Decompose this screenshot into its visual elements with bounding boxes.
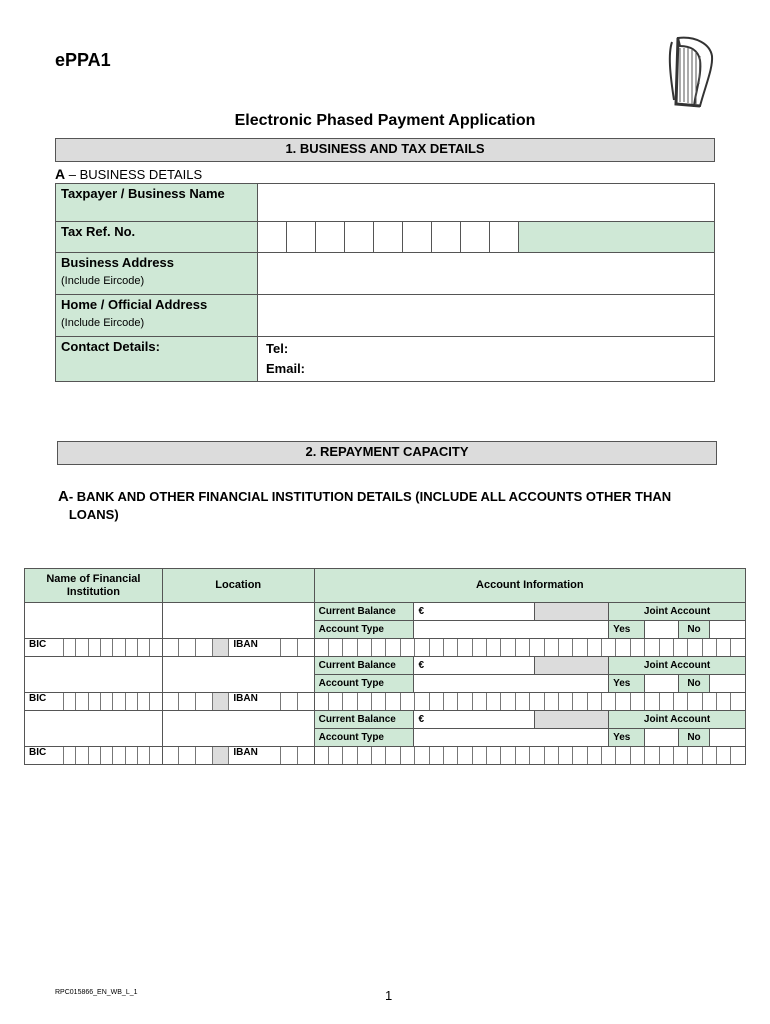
joint-account-label: Joint Account <box>609 603 746 621</box>
bic-label: BIC <box>25 693 64 710</box>
taxpayer-label: Taxpayer / Business Name <box>56 184 258 222</box>
yes-checkbox[interactable] <box>645 675 679 693</box>
taxpayer-name-field[interactable] <box>258 184 715 222</box>
grey-cell <box>535 657 609 675</box>
home-address-field[interactable] <box>258 295 715 337</box>
current-balance-label: Current Balance <box>314 657 414 675</box>
iban-label: IBAN <box>229 693 281 710</box>
tax-ref-field[interactable] <box>258 222 715 253</box>
institution-name-field[interactable] <box>25 657 163 693</box>
location-field[interactable] <box>162 657 314 693</box>
bic-iban-row[interactable] <box>162 747 314 765</box>
business-details-table <box>55 183 715 382</box>
section1-sub-title: – BUSINESS DETAILS <box>65 167 203 182</box>
bic-row[interactable] <box>25 693 163 711</box>
business-address-field[interactable] <box>258 253 715 295</box>
iban-field[interactable] <box>314 693 745 711</box>
location-field[interactable] <box>162 711 314 747</box>
account-type-field[interactable] <box>414 675 609 693</box>
document-code: ePPA1 <box>55 50 111 70</box>
section2-subheading <box>58 488 708 524</box>
harp-logo-icon <box>666 34 716 110</box>
bic-iban-row[interactable] <box>162 639 314 657</box>
contact-label: Contact Details: <box>56 337 258 382</box>
location-field[interactable] <box>162 603 314 639</box>
page-number: 1 <box>385 988 393 1003</box>
iban-field[interactable] <box>314 747 745 765</box>
current-balance-field[interactable]: € <box>414 657 535 675</box>
no-label: No <box>679 675 710 693</box>
iban-label: IBAN <box>229 747 281 764</box>
yes-label: Yes <box>609 675 645 693</box>
bic-row[interactable] <box>25 639 163 657</box>
joint-account-label: Joint Account <box>609 657 746 675</box>
section1-sub-letter: A <box>55 166 66 182</box>
no-label: No <box>679 621 710 639</box>
page-title: Electronic Phased Payment Application <box>234 112 536 129</box>
account-type-label: Account Type <box>314 675 414 693</box>
institution-name-field[interactable] <box>25 711 163 747</box>
current-balance-field[interactable]: € <box>414 603 535 621</box>
email-label: Email: <box>266 361 306 376</box>
joint-account-label: Joint Account <box>609 711 746 729</box>
no-checkbox[interactable] <box>709 675 745 693</box>
current-balance-label: Current Balance <box>314 711 414 729</box>
bic-iban-row[interactable] <box>162 693 314 711</box>
bank-details-table <box>24 568 746 765</box>
tax-ref-label: Tax Ref. No. <box>56 222 258 253</box>
yes-checkbox[interactable] <box>645 621 679 639</box>
grey-cell <box>535 711 609 729</box>
section2-sub-letter: A <box>58 488 69 505</box>
no-checkbox[interactable] <box>709 621 745 639</box>
institution-name-field[interactable] <box>25 603 163 639</box>
iban-field[interactable] <box>314 639 745 657</box>
col-header-location: Location <box>162 569 314 603</box>
account-type-label: Account Type <box>314 729 414 747</box>
section2-sub-title: - BANK AND OTHER FINANCIAL INSTITUTION DETAILS (INCLUDE ALL ACCOUNTS OTHER THAN LOANS) <box>68 489 672 522</box>
current-balance-label: Current Balance <box>314 603 414 621</box>
bic-label: BIC <box>25 639 64 656</box>
bic-label: BIC <box>25 747 64 764</box>
iban-label: IBAN <box>229 639 281 656</box>
no-checkbox[interactable] <box>709 729 745 747</box>
section1-banner: 1. BUSINESS AND TAX DETAILS <box>55 138 715 162</box>
section2-banner: 2. REPAYMENT CAPACITY <box>57 441 717 465</box>
account-type-field[interactable] <box>414 729 609 747</box>
col-header-institution: Name of Financial Institution <box>25 569 163 603</box>
bic-row[interactable] <box>25 747 163 765</box>
footer-doc-code: RPC015866_EN_WB_L_1 <box>55 989 138 996</box>
yes-label: Yes <box>609 729 645 747</box>
section1-subheading <box>55 166 202 182</box>
col-header-account-info: Account Information <box>314 569 745 603</box>
account-type-label: Account Type <box>314 621 414 639</box>
business-address-label: Business Address (Include Eircode) <box>56 253 258 295</box>
grey-cell <box>535 603 609 621</box>
contact-field[interactable] <box>258 337 715 382</box>
yes-label: Yes <box>609 621 645 639</box>
home-address-label: Home / Official Address (Include Eircode) <box>56 295 258 337</box>
no-label: No <box>679 729 710 747</box>
current-balance-field[interactable]: € <box>414 711 535 729</box>
tel-label: Tel: <box>266 341 289 356</box>
account-type-field[interactable] <box>414 621 609 639</box>
yes-checkbox[interactable] <box>645 729 679 747</box>
